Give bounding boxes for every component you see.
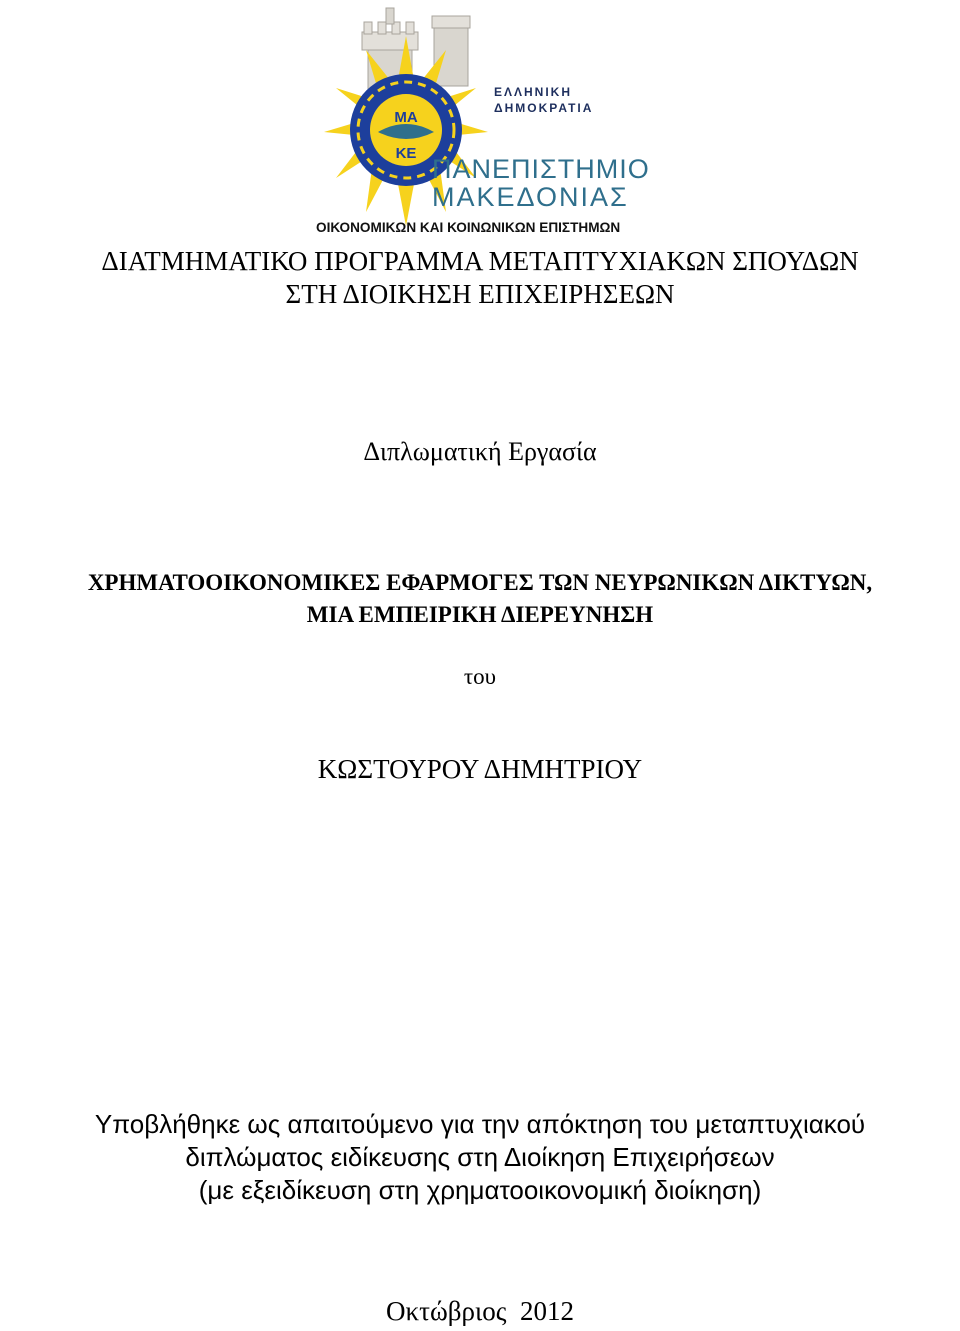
by-label: του: [463, 664, 497, 689]
submission-date: Οκτώβριος 2012: [386, 1296, 574, 1326]
submission-line-2: διπλώματος ειδίκευσης στη Διοίκηση Επιχειρήσεων: [185, 1142, 775, 1172]
seal-text-top: ΜΑ: [394, 109, 418, 126]
republic-line-2: ΔΗΜΟΚΡΑΤΙΑ: [494, 101, 594, 115]
submission-line-1: Υποβλήθηκε ως απαιτούμενο για την απόκτηση του μεταπτυχιακού: [94, 1109, 866, 1139]
university-line-2: ΜΑΚΕΔΟΝΙΑΣ: [432, 182, 629, 212]
republic-line-1: ΕΛΛΗΝΙΚΗ: [494, 85, 573, 99]
submission-line-3: (με εξειδίκευση στη χρηματοοικονομική διοίκηση): [198, 1175, 762, 1205]
thesis-title-line-2: ΜΙΑ ΕΜΠΕΙΡΙΚΗ ΔΙΕΡΕΥΝΗΣΗ: [306, 602, 654, 627]
university-line-1: ΠΑΝΕΠΙΣΤΗΜΙΟ: [432, 154, 650, 184]
university-logo: [316, 6, 666, 236]
thesis-type: Διπλωματική Εργασία: [363, 437, 597, 466]
author-name: ΚΩΣΤΟΥΡΟΥ ΔΗΜΗΤΡΙΟΥ: [317, 754, 643, 784]
thesis-title-line-1: ΧΡΗΜΑΤΟΟΙΚΟΝΟΜΙΚΕΣ ΕΦΑΡΜΟΓΕΣ ΤΩΝ ΝΕΥΡΩΝΙΚΩΝ ΔΙΚΤΥΩΝ,: [87, 570, 873, 595]
program-line-2: ΣΤΗ ΔΙΟΙΚΗΣΗ ΕΠΙΧΕΙΡΗΣΕΩΝ: [285, 279, 675, 309]
program-line-1: ΔΙΑΤΜΗΜΑΤΙΚΟ ΠΡΟΓΡΑΜΜΑ ΜΕΤΑΠΤΥΧΙΑΚΩΝ ΣΠΟΥΔΩΝ: [101, 246, 859, 276]
university-line-3: ΟΙΚΟΝΟΜΙΚΩΝ ΚΑΙ ΚΟΙΝΩΝΙΚΩΝ ΕΠΙΣΤΗΜΩΝ: [316, 220, 621, 235]
seal-text-bottom: ΚΕ: [395, 145, 417, 162]
